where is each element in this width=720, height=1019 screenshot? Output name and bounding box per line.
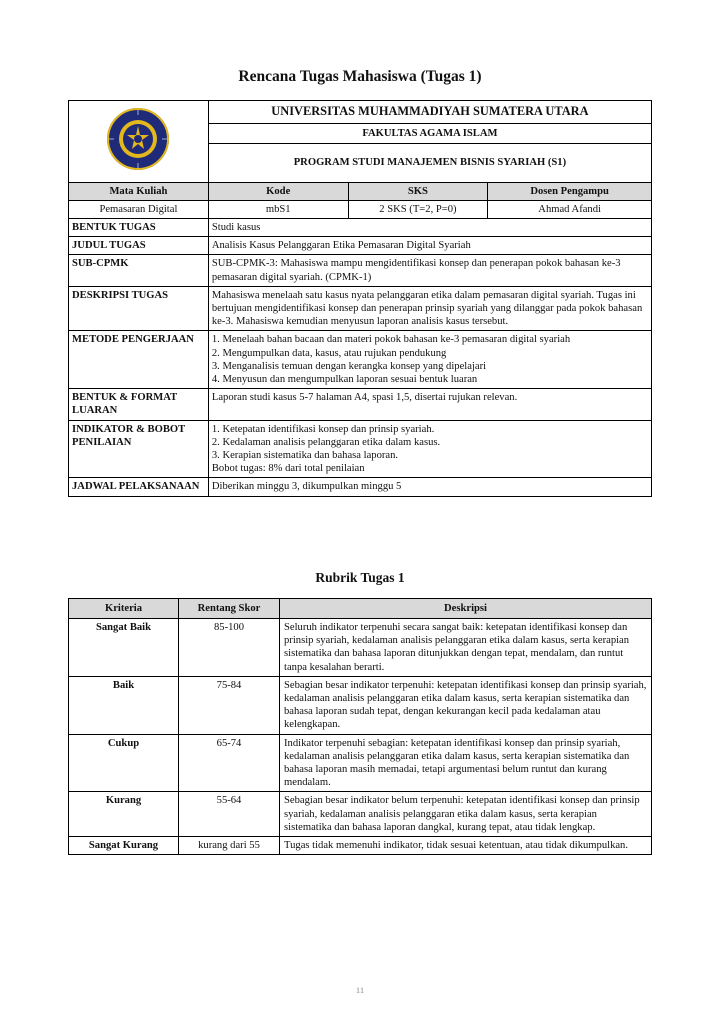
info-row — [69, 237, 652, 255]
info-row-label: BENTUK & FORMAT LUARAN — [69, 389, 209, 420]
info-row-label: BENTUK TUGAS — [69, 219, 209, 237]
rubric-header-score: Rentang Skor — [179, 599, 280, 619]
rubric-criteria: Baik — [69, 676, 179, 734]
info-row-value — [208, 237, 651, 255]
info-row-line: Analisis Kasus Pelanggaran Etika Pemasaran Digital Syariah — [211, 240, 471, 252]
rubric-criteria: Cukup — [69, 734, 179, 792]
program-name: PROGRAM STUDI MANAJEMEN BISNIS SYARIAH (S1) — [208, 144, 651, 183]
info-row-line: Mahasiswa menelaah satu kasus nyata pelanggaran etika dalam pemasaran digital syariah. Tugas ini bertujuan mengidentifikasi konsep dan penerapan prinsip syariah yang dilanggar pada pokok bahasan ke-3. Mahasiswa kemudian menyusun laporan analisis kasus tersebut. — [211, 289, 643, 328]
rubric-criteria: Sangat Baik — [69, 619, 179, 677]
info-row-line: Diberikan minggu 3, dikumpulkan minggu 5 — [211, 481, 402, 493]
info-row-value — [208, 219, 651, 237]
rubric-score-range: 65-74 — [179, 734, 280, 792]
rubric-title: Rubrik Tugas 1 — [315, 570, 405, 585]
rubric-rows — [69, 619, 652, 855]
col-header-code: Kode — [208, 183, 348, 201]
faculty-name: FAKULTAS AGAMA ISLAM — [208, 124, 651, 144]
university-logo — [105, 106, 171, 172]
info-row-value — [208, 286, 651, 331]
rubric-row — [69, 792, 652, 837]
course-credits: 2 SKS (T=2, P=0) — [348, 201, 488, 219]
info-row-value — [208, 420, 651, 478]
rubric-description: Indikator terpenuhi sebagian: ketepatan identifikasi konsep dan prinsip syariah, kedalaman analisis pelanggaran etika dalam kasus, serta kerapian sistematika dan bahasa laporan masih memadai, tetapi argumentasi belum runtut dan kurang mendalam. — [280, 734, 652, 792]
rubric-row — [69, 619, 652, 677]
info-row-label: INDIKATOR & BOBOT PENILAIAN — [69, 420, 209, 478]
rubric-row — [69, 734, 652, 792]
rubric-table — [68, 598, 652, 855]
info-row-line: 2. Mengumpulkan data, kasus, atau rujukan pendukung — [211, 347, 447, 359]
info-row-value — [208, 478, 651, 496]
info-row-value — [208, 255, 651, 286]
info-row-label: SUB-CPMK — [69, 255, 209, 286]
info-rows — [69, 219, 652, 497]
course-code: mbS1 — [208, 201, 348, 219]
course-lecturer: Ahmad Afandi — [488, 201, 652, 219]
info-row — [69, 255, 652, 286]
info-row-value — [208, 389, 651, 420]
rubric-criteria: Kurang — [69, 792, 179, 837]
info-row-line: Laporan studi kasus 5-7 halaman A4, spasi 1,5, disertai rujukan relevan. — [211, 392, 518, 404]
col-header-credits: SKS — [348, 183, 488, 201]
col-header-course: Mata Kuliah — [69, 183, 209, 201]
rubric-description: Sebagian besar indikator belum terpenuhi: ketepatan identifikasi konsep dan prinsip syariah, kedalaman analisis pelanggaran etika dalam kasus, serta kerapian sistematika dan bahasa laporan dangkal, kurang tepat, atau tidak lengkap. — [280, 792, 652, 837]
info-row-line: Studi kasus — [211, 222, 261, 233]
rubric-header-criteria: Kriteria — [69, 599, 179, 619]
info-row — [69, 389, 652, 420]
info-row — [69, 286, 652, 331]
info-row-value — [208, 331, 651, 389]
info-row-line: 4. Menyusun dan mengumpulkan laporan sesuai bentuk luaran — [211, 374, 478, 386]
rubric-header-description: Deskripsi — [280, 599, 652, 619]
info-row-label: DESKRIPSI TUGAS — [69, 286, 209, 331]
rubric-row — [69, 676, 652, 734]
rubric-criteria: Sangat Kurang — [69, 837, 179, 855]
info-row — [69, 420, 652, 478]
rubric-row — [69, 837, 652, 855]
info-row-line: Bobot tugas: 8% dari total penilaian — [211, 463, 365, 475]
rubric-score-range: kurang dari 55 — [179, 837, 280, 855]
info-row-line: 2. Kedalaman analisis pelanggaran etika dalam kasus. — [211, 436, 441, 448]
page-number: 11 — [355, 985, 365, 995]
info-row — [69, 478, 652, 496]
col-header-lecturer: Dosen Pengampu — [488, 183, 652, 201]
info-row-line: 1. Ketepatan identifikasi konsep dan prinsip syariah. — [211, 423, 435, 435]
info-row-label: JADWAL PELAKSANAAN — [69, 478, 209, 496]
university-name: UNIVERSITAS MUHAMMADIYAH SUMATERA UTARA — [208, 101, 651, 124]
rubric-score-range: 85-100 — [179, 619, 280, 677]
assignment-table — [68, 100, 652, 497]
info-row — [69, 331, 652, 389]
info-row-line: 1. Menelaah bahan bacaan dan materi pokok bahasan ke-3 pemasaran digital syariah — [211, 334, 571, 346]
info-row — [69, 219, 652, 237]
rubric-description: Tugas tidak memenuhi indikator, tidak sesuai ketentuan, atau tidak dikumpulkan. — [280, 837, 652, 855]
rubric-description: Sebagian besar indikator terpenuhi: ketepatan identifikasi konsep dan prinsip syariah, kedalaman analisis pelanggaran etika dalam kasus, serta kerapian sistematika dan bahasa laporan sudah tepat, dengan kekurangan kecil pada kedalaman atau kelengkapan. — [280, 676, 652, 734]
info-row-line: 3. Kerapian sistematika dan bahasa laporan. — [211, 450, 399, 462]
info-row-label: JUDUL TUGAS — [69, 237, 209, 255]
logo-cell — [69, 101, 209, 183]
info-row-label: METODE PENGERJAAN — [69, 331, 209, 389]
info-row-line: 3. Menganalisis temuan dengan kerangka konsep yang dipelajari — [211, 360, 487, 372]
rubric-score-range: 55-64 — [179, 792, 280, 837]
info-row-line: SUB-CPMK-3: Mahasiswa mampu mengidentifikasi konsep dan penerapan pokok bahasan ke-3 pemasaran digital syariah. (CPMK-1) — [211, 258, 621, 283]
rubric-score-range: 75-84 — [179, 676, 280, 734]
document-title: Rencana Tugas Mahasiswa (Tugas 1) — [238, 68, 482, 85]
rubric-description: Seluruh indikator terpenuhi secara sangat baik: ketepatan identifikasi konsep dan prinsip syariah, kedalaman analisis pelanggaran etika dalam kasus, serta kerapian sistematika dan bahasa laporan ditunjukkan dengan tepat, mendalam, dan runtut tanpa kesalahan berarti. — [280, 619, 652, 677]
course-name: Pemasaran Digital — [69, 201, 209, 219]
